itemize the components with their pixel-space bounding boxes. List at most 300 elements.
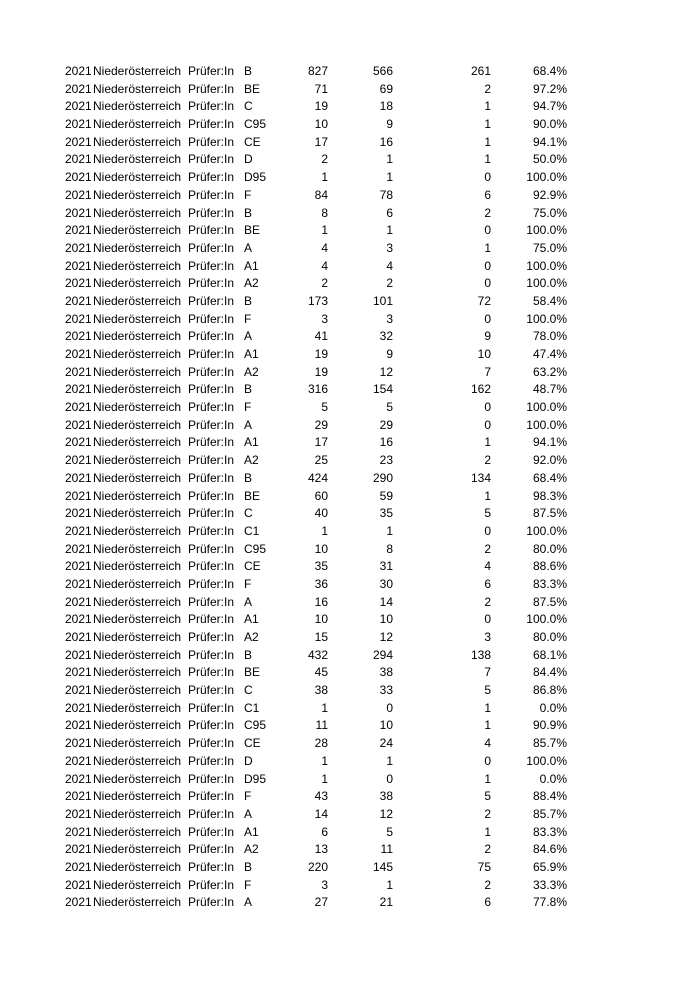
total-count-cell: 6	[321, 824, 328, 839]
license-class-cell: F	[244, 311, 252, 326]
total-count-cell: 827	[307, 64, 328, 78]
pass-rate-cell: 83.3%	[532, 824, 567, 839]
license-class-cell: CE	[244, 559, 261, 574]
license-class-cell: D	[244, 152, 253, 167]
passed-count-cell: 0	[386, 700, 393, 715]
failed-count-cell: 1	[484, 240, 491, 255]
year-cell: 2021	[65, 576, 92, 591]
table-row	[0, 470, 700, 488]
failed-count-cell: 2	[484, 205, 491, 220]
region-cell: Niederösterreich	[93, 205, 182, 220]
pass-rate-cell: 33.3%	[532, 877, 567, 892]
passed-count-cell: 294	[372, 647, 393, 662]
region-cell: Niederösterreich	[93, 877, 182, 892]
year-cell: 2021	[65, 117, 92, 132]
year-cell: 2021	[65, 276, 92, 291]
passed-count-cell: 10	[379, 718, 393, 733]
pass-rate-cell: 100.0%	[526, 276, 567, 291]
license-class-cell: A1	[244, 824, 259, 839]
role-cell: Prüfer:In	[188, 400, 235, 415]
role-cell: Prüfer:In	[188, 240, 235, 255]
table-row	[0, 629, 700, 647]
failed-count-cell: 75	[477, 859, 491, 874]
role-cell: Prüfer:In	[188, 99, 235, 114]
role-cell: Prüfer:In	[188, 311, 235, 326]
region-cell: Niederösterreich	[93, 293, 182, 308]
role-cell: Prüfer:In	[188, 187, 235, 202]
region-cell: Niederösterreich	[93, 400, 182, 415]
year-cell: 2021	[65, 771, 92, 786]
failed-count-cell: 0	[484, 612, 491, 627]
table-row	[0, 541, 700, 559]
license-class-cell: F	[244, 576, 252, 591]
year-cell: 2021	[65, 311, 92, 326]
pass-rate-cell: 68.1%	[532, 647, 567, 662]
year-cell: 2021	[65, 612, 92, 627]
pass-rate-cell: 100.0%	[526, 612, 567, 627]
total-count-cell: 38	[314, 683, 328, 698]
pass-rate-cell: 80.0%	[532, 541, 567, 556]
passed-count-cell: 29	[379, 417, 393, 432]
license-class-cell: B	[244, 64, 253, 78]
role-cell: Prüfer:In	[188, 859, 235, 874]
total-count-cell: 2	[321, 152, 328, 167]
license-class-cell: A2	[244, 453, 259, 468]
failed-count-cell: 9	[484, 329, 491, 344]
region-cell: Niederösterreich	[93, 718, 182, 733]
total-count-cell: 45	[314, 665, 328, 680]
table-row	[0, 523, 700, 541]
total-count-cell: 17	[314, 134, 328, 149]
total-count-cell: 316	[307, 382, 328, 397]
passed-count-cell: 566	[372, 64, 393, 78]
passed-count-cell: 1	[386, 223, 393, 238]
role-cell: Prüfer:In	[188, 718, 235, 733]
year-cell: 2021	[65, 205, 92, 220]
table-row	[0, 328, 700, 346]
pass-rate-cell: 63.2%	[532, 364, 567, 379]
failed-count-cell: 2	[484, 453, 491, 468]
region-cell: Niederösterreich	[93, 170, 182, 185]
region-cell: Niederösterreich	[93, 665, 182, 680]
pass-rate-cell: 83.3%	[532, 576, 567, 591]
role-cell: Prüfer:In	[188, 223, 235, 238]
failed-count-cell: 1	[484, 99, 491, 114]
passed-count-cell: 12	[379, 630, 393, 644]
passed-count-cell: 9	[386, 117, 393, 132]
role-cell: Prüfer:In	[188, 771, 235, 786]
table-row	[0, 116, 700, 134]
total-count-cell: 10	[314, 117, 328, 132]
failed-count-cell: 10	[477, 347, 491, 361]
failed-count-cell: 2	[484, 81, 491, 96]
license-class-cell: D95	[244, 170, 267, 185]
passed-count-cell: 1	[386, 152, 393, 167]
license-class-cell: A	[244, 240, 253, 255]
role-cell: Prüfer:In	[188, 700, 235, 715]
total-count-cell: 35	[314, 559, 328, 574]
region-cell: Niederösterreich	[93, 240, 182, 255]
year-cell: 2021	[65, 541, 92, 556]
region-cell: Niederösterreich	[93, 647, 182, 662]
region-cell: Niederösterreich	[93, 258, 182, 273]
failed-count-cell: 6	[484, 187, 491, 202]
passed-count-cell: 5	[386, 400, 393, 415]
license-class-cell: A1	[244, 612, 259, 627]
role-cell: Prüfer:In	[188, 453, 235, 468]
pass-rate-cell: 68.4%	[532, 64, 567, 78]
total-count-cell: 60	[314, 488, 328, 503]
total-count-cell: 40	[314, 506, 328, 521]
failed-count-cell: 1	[484, 824, 491, 839]
passed-count-cell: 290	[372, 470, 393, 485]
table-row	[0, 434, 700, 452]
failed-count-cell: 0	[484, 223, 491, 238]
license-class-cell: A1	[244, 435, 259, 450]
total-count-cell: 13	[314, 842, 328, 857]
total-count-cell: 10	[314, 612, 328, 627]
pass-rate-cell: 84.6%	[532, 842, 567, 857]
passed-count-cell: 33	[379, 683, 393, 698]
pass-rate-cell: 90.9%	[532, 718, 567, 733]
region-cell: Niederösterreich	[93, 576, 182, 591]
license-class-cell: D	[244, 753, 253, 768]
license-class-cell: CE	[244, 134, 261, 149]
failed-count-cell: 0	[484, 276, 491, 291]
table-row	[0, 452, 700, 470]
total-count-cell: 11	[315, 718, 328, 733]
passed-count-cell: 1	[386, 753, 393, 768]
role-cell: Prüfer:In	[188, 382, 235, 397]
license-class-cell: B	[244, 205, 253, 220]
passed-count-cell: 35	[379, 506, 393, 521]
region-cell: Niederösterreich	[93, 453, 182, 468]
year-cell: 2021	[65, 400, 92, 415]
passed-count-cell: 3	[386, 240, 393, 255]
pass-rate-cell: 85.7%	[532, 736, 567, 751]
pass-rate-cell: 88.6%	[532, 559, 567, 574]
year-cell: 2021	[65, 506, 92, 521]
failed-count-cell: 72	[477, 293, 491, 308]
license-class-cell: C	[244, 99, 253, 114]
failed-count-cell: 0	[484, 311, 491, 326]
license-class-cell: B	[244, 859, 253, 874]
role-cell: Prüfer:In	[188, 789, 235, 804]
passed-count-cell: 1	[386, 170, 393, 185]
pass-rate-cell: 100.0%	[526, 223, 567, 238]
failed-count-cell: 6	[484, 576, 491, 591]
license-class-cell: F	[244, 877, 252, 892]
role-cell: Prüfer:In	[188, 81, 235, 96]
license-class-cell: C95	[244, 718, 267, 733]
passed-count-cell: 78	[379, 187, 393, 202]
table-row	[0, 81, 700, 99]
role-cell: Prüfer:In	[188, 753, 235, 768]
license-class-cell: C	[244, 506, 253, 521]
pass-rate-cell: 90.0%	[532, 117, 567, 132]
failed-count-cell: 5	[484, 683, 491, 698]
region-cell: Niederösterreich	[93, 753, 182, 768]
total-count-cell: 19	[314, 364, 328, 379]
pass-rate-cell: 78.0%	[532, 329, 567, 344]
year-cell: 2021	[65, 329, 92, 344]
year-cell: 2021	[65, 152, 92, 167]
passed-count-cell: 1	[386, 877, 393, 892]
role-cell: Prüfer:In	[188, 347, 235, 361]
table-row	[0, 806, 700, 824]
license-class-cell: A2	[244, 630, 259, 644]
passed-count-cell: 154	[372, 382, 393, 397]
license-class-cell: F	[244, 187, 252, 202]
passed-count-cell: 14	[379, 594, 393, 609]
region-cell: Niederösterreich	[93, 612, 182, 627]
table-row	[0, 735, 700, 753]
role-cell: Prüfer:In	[188, 364, 235, 379]
pass-rate-cell: 85.7%	[532, 806, 567, 821]
table-row	[0, 700, 700, 718]
license-class-cell: D95	[244, 771, 267, 786]
region-cell: Niederösterreich	[93, 488, 182, 503]
license-class-cell: A	[244, 417, 253, 432]
region-cell: Niederösterreich	[93, 187, 182, 202]
passed-count-cell: 16	[379, 435, 393, 450]
year-cell: 2021	[65, 683, 92, 698]
failed-count-cell: 134	[470, 470, 491, 485]
table-row	[0, 151, 700, 169]
year-cell: 2021	[65, 417, 92, 432]
failed-count-cell: 7	[484, 364, 491, 379]
pass-rate-cell: 87.5%	[532, 594, 567, 609]
role-cell: Prüfer:In	[188, 506, 235, 521]
table-row	[0, 258, 700, 276]
region-cell: Niederösterreich	[93, 506, 182, 521]
license-class-cell: A1	[244, 258, 259, 273]
table-row	[0, 647, 700, 665]
failed-count-cell: 0	[484, 400, 491, 415]
pass-rate-cell: 94.7%	[532, 99, 567, 114]
total-count-cell: 41	[314, 329, 328, 344]
passed-count-cell: 12	[379, 806, 393, 821]
total-count-cell: 17	[314, 435, 328, 450]
year-cell: 2021	[65, 293, 92, 308]
region-cell: Niederösterreich	[93, 736, 182, 751]
failed-count-cell: 1	[484, 134, 491, 149]
region-cell: Niederösterreich	[93, 382, 182, 397]
year-cell: 2021	[65, 364, 92, 379]
total-count-cell: 10	[314, 541, 328, 556]
passed-count-cell: 2	[386, 276, 393, 291]
year-cell: 2021	[65, 435, 92, 450]
table-row	[0, 894, 700, 912]
role-cell: Prüfer:In	[188, 895, 235, 910]
passed-count-cell: 12	[379, 364, 393, 379]
table-row	[0, 169, 700, 187]
license-class-cell: B	[244, 293, 253, 308]
region-cell: Niederösterreich	[93, 523, 182, 538]
table-row	[0, 222, 700, 240]
year-cell: 2021	[65, 594, 92, 609]
region-cell: Niederösterreich	[93, 223, 182, 238]
table-row	[0, 594, 700, 612]
total-count-cell: 27	[314, 895, 328, 910]
failed-count-cell: 1	[484, 771, 491, 786]
pass-rate-cell: 97.2%	[532, 81, 567, 96]
year-cell: 2021	[65, 347, 92, 361]
total-count-cell: 19	[314, 99, 328, 114]
region-cell: Niederösterreich	[93, 859, 182, 874]
total-count-cell: 71	[314, 81, 328, 96]
total-count-cell: 43	[314, 789, 328, 804]
role-cell: Prüfer:In	[188, 541, 235, 556]
passed-count-cell: 6	[386, 205, 393, 220]
role-cell: Prüfer:In	[188, 824, 235, 839]
failed-count-cell: 1	[484, 718, 491, 733]
table-row	[0, 824, 700, 842]
role-cell: Prüfer:In	[188, 258, 235, 273]
total-count-cell: 1	[321, 700, 328, 715]
total-count-cell: 29	[314, 417, 328, 432]
role-cell: Prüfer:In	[188, 293, 235, 308]
table-row	[0, 558, 700, 576]
region-cell: Niederösterreich	[93, 824, 182, 839]
table-row	[0, 364, 700, 382]
total-count-cell: 8	[321, 205, 328, 220]
table-row	[0, 788, 700, 806]
failed-count-cell: 3	[484, 630, 491, 644]
license-class-cell: A	[244, 594, 253, 609]
role-cell: Prüfer:In	[188, 736, 235, 751]
year-cell: 2021	[65, 258, 92, 273]
failed-count-cell: 1	[484, 435, 491, 450]
table-row	[0, 682, 700, 700]
role-cell: Prüfer:In	[188, 276, 235, 291]
total-count-cell: 2	[321, 276, 328, 291]
failed-count-cell: 261	[470, 64, 491, 78]
failed-count-cell: 7	[484, 665, 491, 680]
year-cell: 2021	[65, 736, 92, 751]
pass-rate-cell: 84.4%	[532, 665, 567, 680]
year-cell: 2021	[65, 453, 92, 468]
role-cell: Prüfer:In	[188, 329, 235, 344]
pass-rate-cell: 77.8%	[532, 895, 567, 910]
table-row	[0, 664, 700, 682]
role-cell: Prüfer:In	[188, 806, 235, 821]
failed-count-cell: 0	[484, 258, 491, 273]
pass-rate-cell: 100.0%	[526, 170, 567, 185]
role-cell: Prüfer:In	[188, 647, 235, 662]
passed-count-cell: 38	[379, 665, 393, 680]
pass-rate-cell: 88.4%	[532, 789, 567, 804]
role-cell: Prüfer:In	[188, 488, 235, 503]
license-class-cell: F	[244, 789, 252, 804]
total-count-cell: 15	[314, 630, 328, 644]
license-class-cell: A	[244, 329, 253, 344]
table-row	[0, 346, 700, 364]
license-class-cell: C1	[244, 700, 260, 715]
year-cell: 2021	[65, 895, 92, 910]
year-cell: 2021	[65, 806, 92, 821]
license-class-cell: C95	[244, 541, 267, 556]
license-class-cell: B	[244, 470, 253, 485]
table-row	[0, 134, 700, 152]
role-cell: Prüfer:In	[188, 117, 235, 132]
year-cell: 2021	[65, 559, 92, 574]
passed-count-cell: 31	[379, 559, 393, 574]
role-cell: Prüfer:In	[188, 170, 235, 185]
passed-count-cell: 101	[372, 293, 393, 308]
region-cell: Niederösterreich	[93, 417, 182, 432]
year-cell: 2021	[65, 647, 92, 662]
license-class-cell: B	[244, 382, 253, 397]
failed-count-cell: 6	[484, 895, 491, 910]
year-cell: 2021	[65, 630, 92, 644]
pass-rate-cell: 80.0%	[532, 630, 567, 644]
total-count-cell: 16	[314, 594, 328, 609]
region-cell: Niederösterreich	[93, 630, 182, 644]
pass-rate-cell: 47.4%	[532, 347, 567, 361]
table-row	[0, 293, 700, 311]
table-row	[0, 63, 700, 81]
role-cell: Prüfer:In	[188, 576, 235, 591]
role-cell: Prüfer:In	[188, 630, 235, 644]
table-row	[0, 399, 700, 417]
year-cell: 2021	[65, 81, 92, 96]
role-cell: Prüfer:In	[188, 417, 235, 432]
year-cell: 2021	[65, 665, 92, 680]
passed-count-cell: 11	[380, 842, 393, 857]
role-cell: Prüfer:In	[188, 665, 235, 680]
year-cell: 2021	[65, 523, 92, 538]
passed-count-cell: 21	[379, 895, 393, 910]
year-cell: 2021	[65, 824, 92, 839]
table-row	[0, 753, 700, 771]
table-row	[0, 841, 700, 859]
year-cell: 2021	[65, 187, 92, 202]
table-row	[0, 240, 700, 258]
role-cell: Prüfer:In	[188, 205, 235, 220]
license-class-cell: CE	[244, 736, 261, 751]
role-cell: Prüfer:In	[188, 612, 235, 627]
total-count-cell: 432	[307, 647, 328, 662]
pass-rate-cell: 100.0%	[526, 258, 567, 273]
failed-count-cell: 0	[484, 417, 491, 432]
pass-rate-cell: 48.7%	[532, 382, 567, 397]
passed-count-cell: 1	[386, 523, 393, 538]
year-cell: 2021	[65, 470, 92, 485]
total-count-cell: 4	[321, 240, 328, 255]
role-cell: Prüfer:In	[188, 64, 235, 78]
total-count-cell: 5	[321, 400, 328, 415]
license-class-cell: C	[244, 683, 253, 698]
pass-rate-cell: 100.0%	[526, 400, 567, 415]
failed-count-cell: 2	[484, 842, 491, 857]
pass-rate-cell: 86.8%	[532, 683, 567, 698]
passed-count-cell: 30	[379, 576, 393, 591]
table-row	[0, 417, 700, 435]
failed-count-cell: 162	[470, 382, 491, 397]
failed-count-cell: 2	[484, 806, 491, 821]
region-cell: Niederösterreich	[93, 559, 182, 574]
region-cell: Niederösterreich	[93, 329, 182, 344]
total-count-cell: 4	[321, 258, 328, 273]
region-cell: Niederösterreich	[93, 789, 182, 804]
region-cell: Niederösterreich	[93, 64, 182, 78]
pass-rate-cell: 100.0%	[526, 523, 567, 538]
data-table	[0, 63, 700, 912]
passed-count-cell: 9	[386, 347, 393, 361]
total-count-cell: 1	[321, 771, 328, 786]
total-count-cell: 424	[307, 470, 328, 485]
